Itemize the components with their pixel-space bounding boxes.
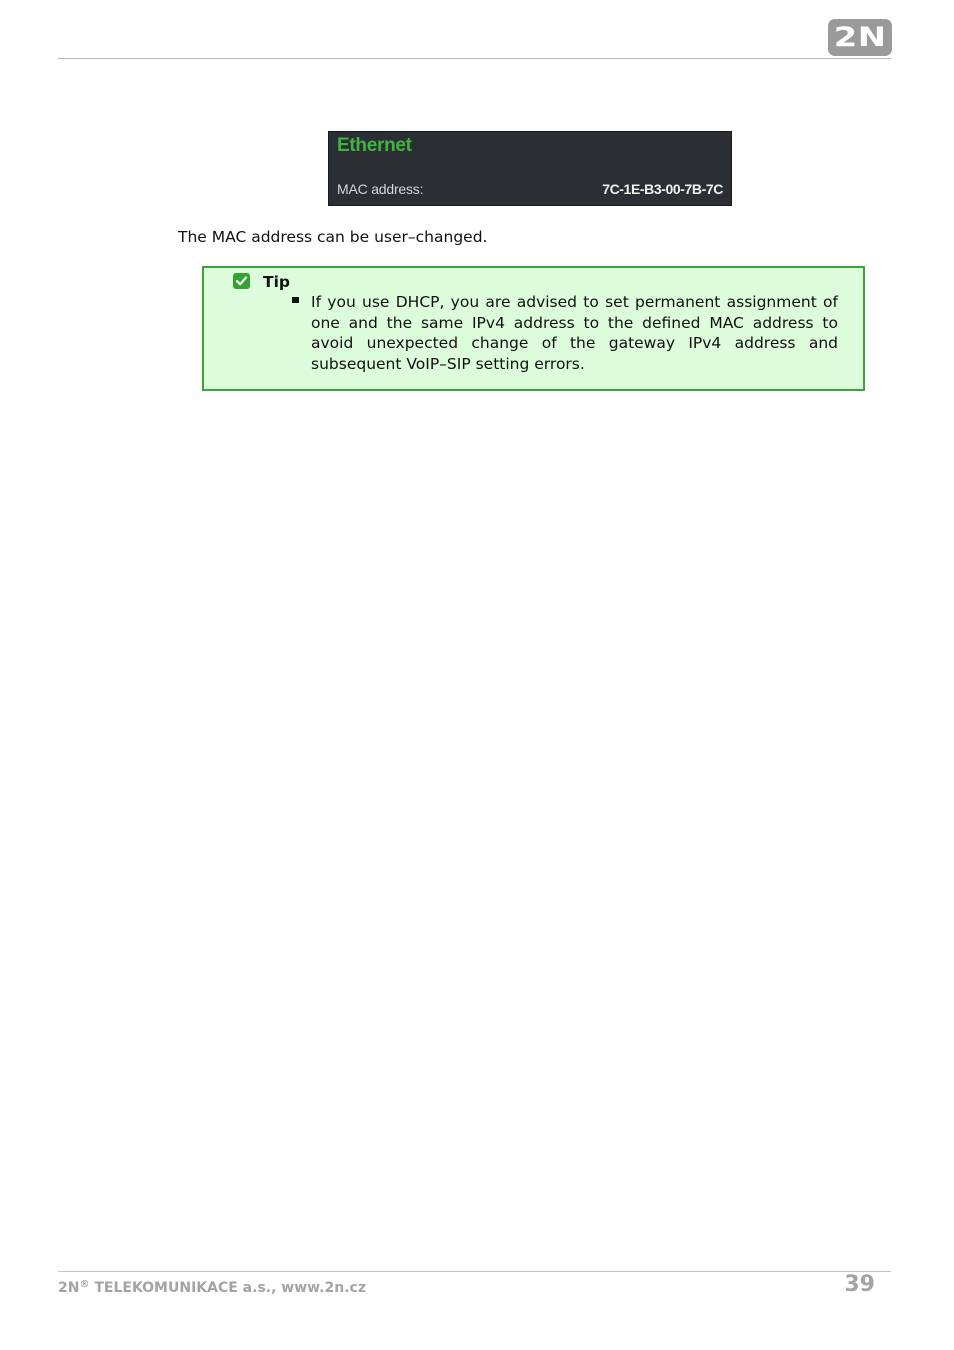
footer-divider <box>58 1271 891 1272</box>
footer-company-name: TELEKOMUNIKACE a.s., www.2n.cz <box>89 1280 366 1296</box>
ethernet-panel <box>328 131 732 206</box>
tip-item: If you use DHCP, you are advised to set permanent assignment of one and the same IPv4 address to the defined MAC address to avoid unexpected change of the gateway IPv4 address and subsequent VoIP–SIP setting errors. <box>311 293 838 374</box>
footer-brand: 2N <box>58 1280 80 1296</box>
tip-box <box>202 266 865 391</box>
company-logo <box>828 19 892 56</box>
header-divider <box>58 58 891 59</box>
ethernet-title: Ethernet <box>337 135 412 156</box>
logo-text: 2N <box>833 22 887 53</box>
footer-company <box>58 1279 366 1296</box>
mac-address-label: MAC address: <box>337 181 424 197</box>
body-paragraph: The MAC address can be user–changed. <box>178 228 488 246</box>
registered-mark: ® <box>79 1279 90 1290</box>
checkbox-checked-icon <box>233 273 250 289</box>
mac-address-value: 7C-1E-B3-00-7B-7C <box>602 181 723 197</box>
tip-title: Tip <box>263 273 290 291</box>
page-number: 39 <box>844 1272 875 1297</box>
bullet-icon <box>292 297 299 303</box>
